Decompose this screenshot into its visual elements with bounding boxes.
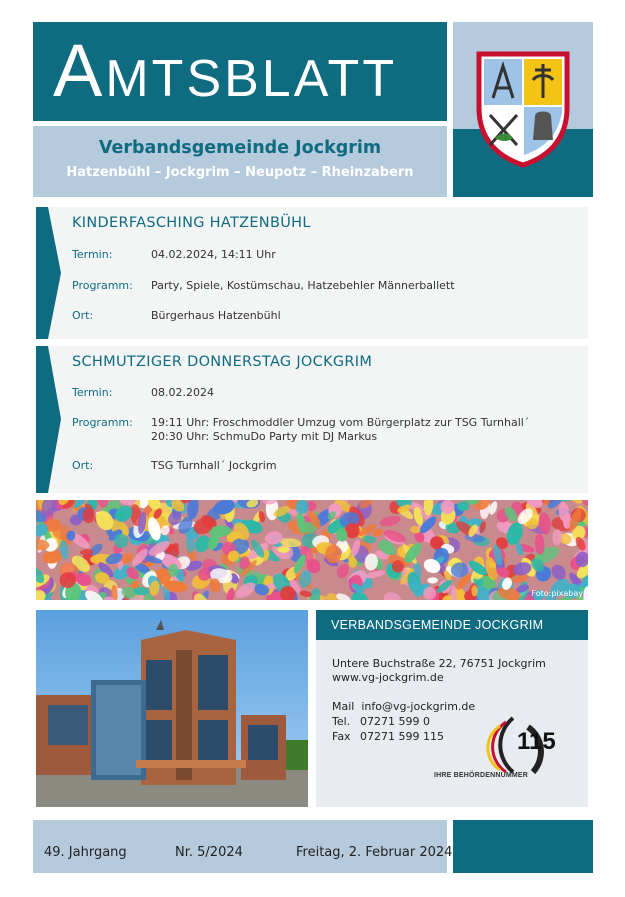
panel-arrow-icon — [36, 207, 61, 339]
footer-bar — [33, 820, 453, 873]
towns-list: Hatzenbühl – Jockgrim – Neupotz – Rheinzabern — [66, 165, 414, 180]
mail-label: Mail — [332, 700, 355, 713]
photo-credit: Foto:pixabay — [531, 589, 583, 598]
behoerdennummer-115-logo — [428, 712, 578, 792]
date-value: 08.02.2024 — [151, 386, 214, 399]
footer-volume: 49. Jahrgang — [44, 845, 127, 860]
subtitle-box — [33, 126, 447, 197]
place-label: Ort: — [72, 459, 94, 472]
footer-issue: Nr. 5/2024 — [175, 845, 243, 860]
date-label: Termin: — [72, 248, 113, 261]
contact-tel-row — [332, 715, 430, 728]
mail-value[interactable]: info@vg-jockgrim.de — [361, 700, 476, 713]
event-panel-schmutziger-donnerstag — [36, 346, 588, 493]
coat-of-arms-icon — [475, 50, 571, 168]
date-label: Termin: — [72, 386, 113, 399]
program-value-line-2: 20:30 Uhr: SchmuDo Party mit DJ Markus — [151, 430, 378, 443]
contact-website[interactable]: www.vg-jockgrim.de — [332, 671, 444, 684]
place-value: Bürgerhaus Hatzenbühl — [151, 309, 281, 322]
masthead-initial: A — [53, 29, 106, 112]
tel-label: Tel. — [332, 715, 351, 728]
confetti-piece — [379, 514, 402, 528]
confetti-piece — [381, 589, 406, 600]
footer-accent-box — [453, 820, 593, 873]
contact-address: Untere Buchstraße 22, 76751 Jockgrim — [332, 657, 546, 670]
place-value: TSG Turnhall´ Jockgrim — [151, 459, 277, 472]
crest-box — [453, 22, 593, 197]
program-value: Party, Spiele, Kostümschau, Hatzebehler Männerballett — [151, 279, 455, 292]
badge-text: IHRE BEHÖRDENNUMMER — [434, 772, 529, 779]
confetti-piece — [427, 577, 438, 583]
contact-box — [316, 610, 588, 807]
contact-heading: VERBANDSGEMEINDE JOCKGRIM — [316, 610, 588, 640]
confetti-photo — [36, 500, 588, 600]
org-name: Verbandsgemeinde Jockgrim — [98, 138, 382, 158]
event-title: SCHMUTZIGER DONNERSTAG JOCKGRIM — [72, 354, 373, 370]
town-hall-photo — [36, 610, 308, 807]
badge-number: 115 — [517, 728, 556, 755]
confetti-piece — [515, 542, 524, 556]
tel-value: 07271 599 0 — [360, 715, 430, 728]
program-label: Programm: — [72, 279, 133, 292]
place-label: Ort: — [72, 309, 94, 322]
masthead-title-box — [33, 22, 447, 121]
event-panel-kinderfasching — [36, 207, 588, 339]
confetti-piece — [325, 545, 341, 564]
masthead-title — [53, 29, 398, 112]
fax-label: Fax — [332, 730, 351, 743]
confetti-piece — [471, 585, 478, 596]
confetti-piece — [552, 529, 562, 546]
event-title: KINDERFASCHING HATZENBÜHL — [72, 215, 311, 231]
town-hall-image — [36, 610, 308, 807]
confetti-image — [36, 500, 588, 600]
program-value-line-1: 19:11 Uhr: Froschmoddler Umzug vom Bürgerplatz zur TSG Turnhall´ — [151, 416, 530, 429]
masthead-rest: MTSBLATT — [105, 50, 398, 108]
confetti-piece — [450, 585, 458, 600]
fax-value: 07271 599 115 — [360, 730, 444, 743]
footer-date: Freitag, 2. Februar 2024 — [296, 845, 453, 860]
confetti-piece — [335, 591, 353, 600]
panel-arrow-icon — [36, 346, 61, 493]
program-label: Programm: — [72, 416, 133, 429]
date-value: 04.02.2024, 14:11 Uhr — [151, 248, 276, 261]
